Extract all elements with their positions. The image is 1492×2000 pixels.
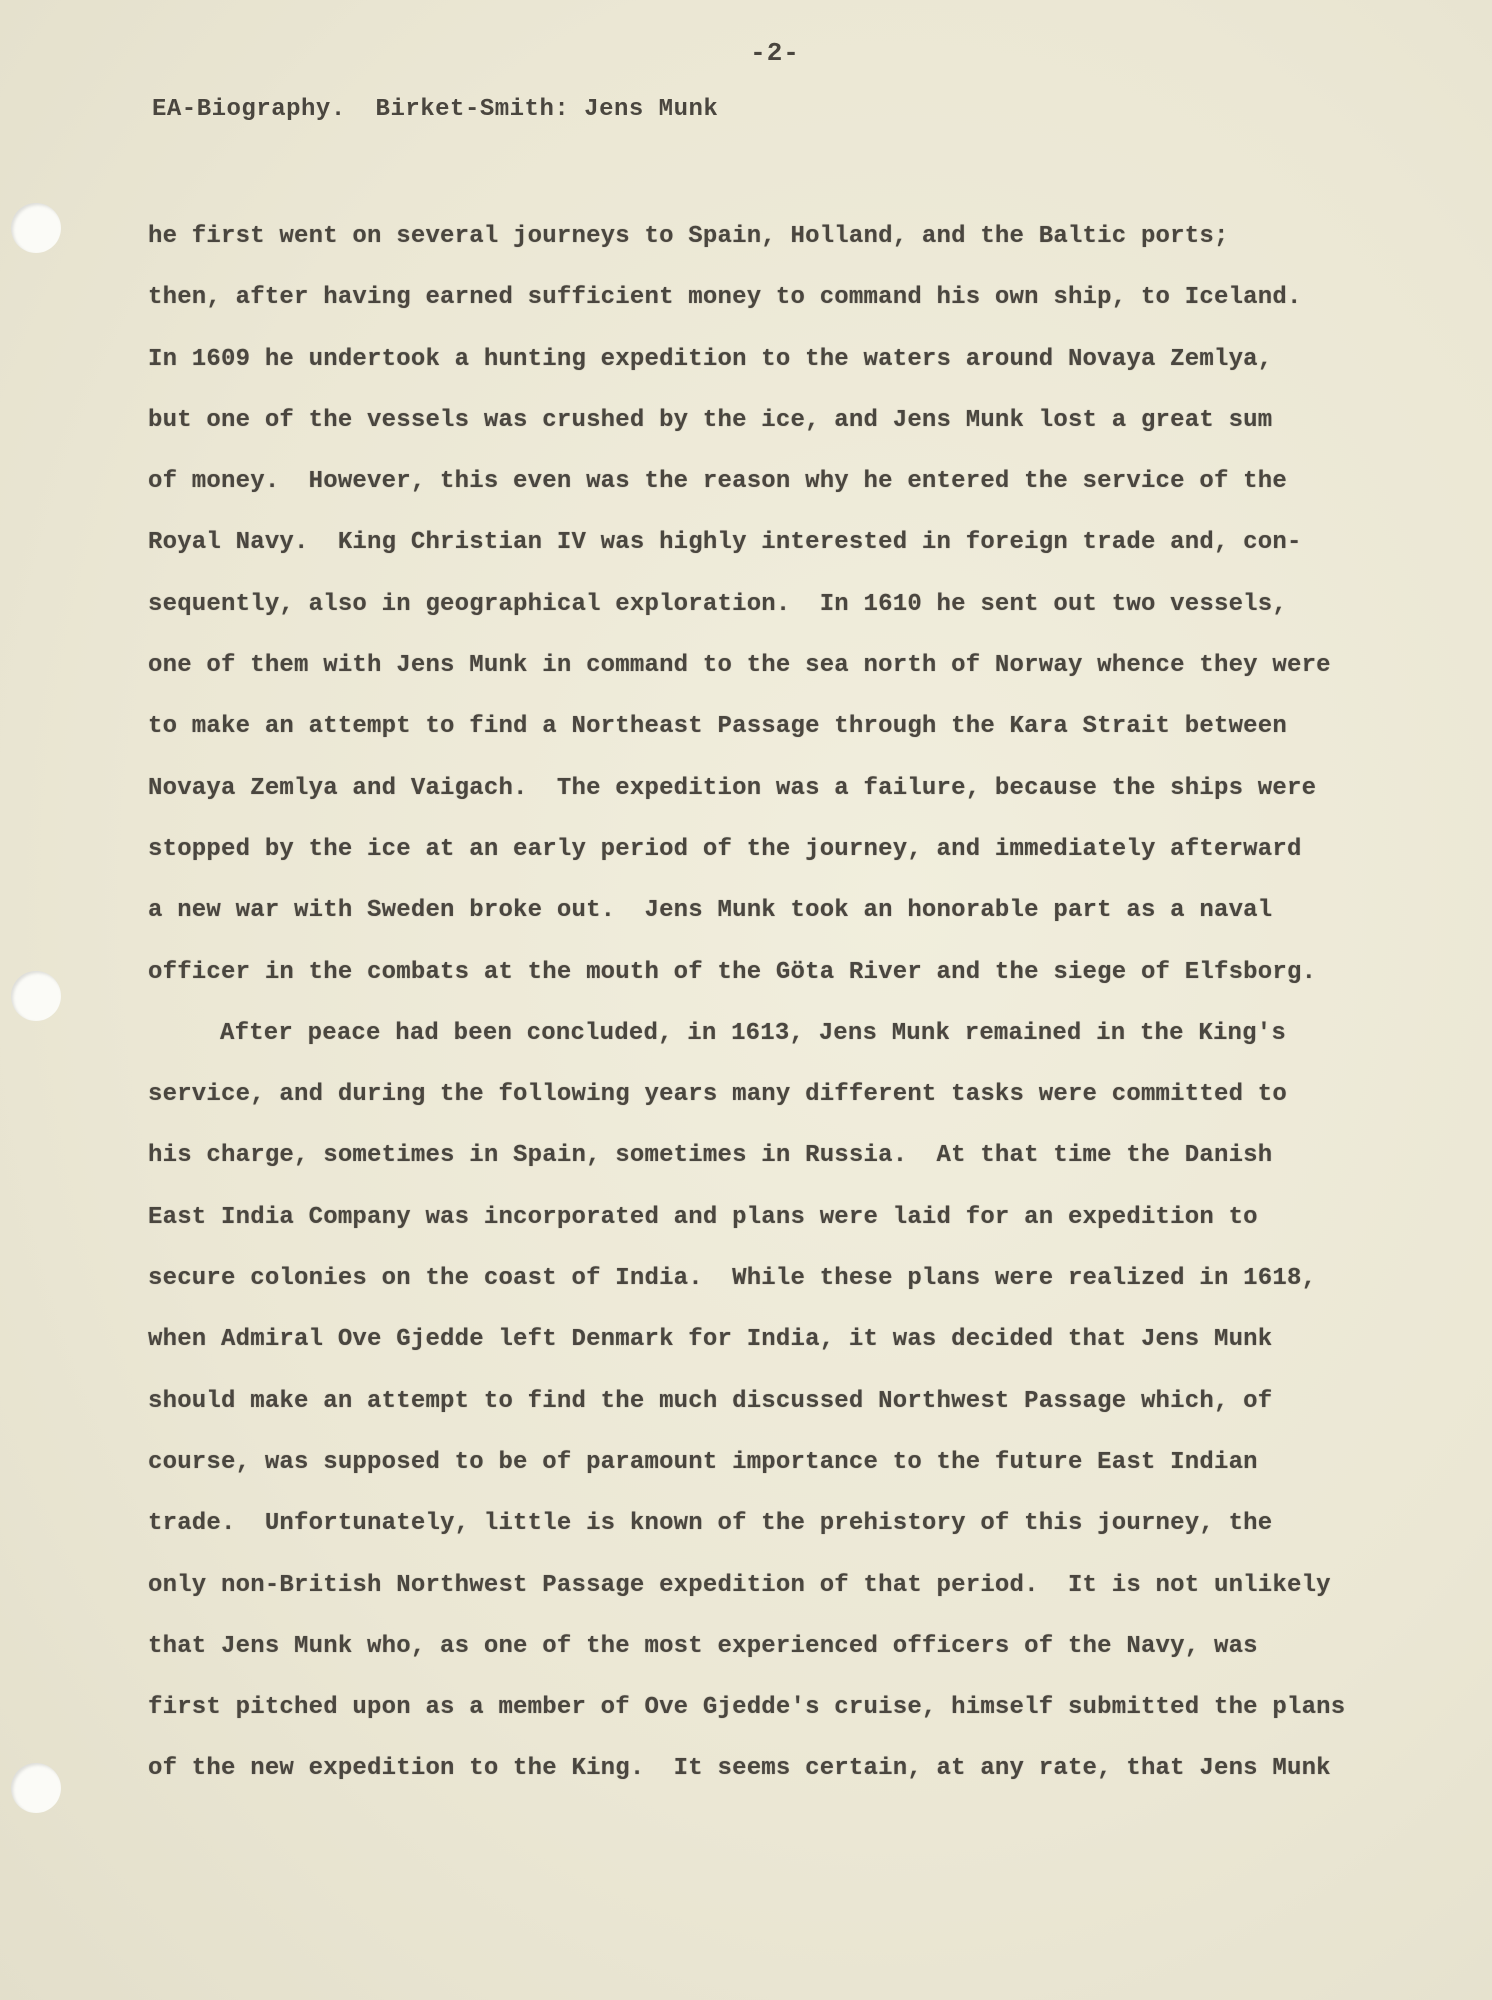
text-line: should make an attempt to find the much discussed Northwest Passage which, of (148, 1387, 1273, 1415)
text-line: service, and during the following years many different tasks were committed to (148, 1081, 1287, 1109)
paragraph-first-line: After peace had been concluded, in 1613, Jens Munk remained in the King's (220, 1019, 1286, 1047)
text-line: sequently, also in geographical exploration. In 1610 he sent out two vessels, (148, 590, 1287, 618)
text-line: Novaya Zemlya and Vaigach. The expedition was a failure, because the ships were (148, 774, 1317, 802)
running-header: EA-Biography. Birket-Smith: Jens Munk (152, 96, 719, 123)
text-line: one of them with Jens Munk in command to the sea north of Norway whence they were (148, 652, 1331, 680)
text-line: secure colonies on the coast of India. While these plans were realized in 1618, (148, 1265, 1317, 1293)
text-line: then, after having earned sufficient money to command his own ship, to Iceland. (148, 284, 1302, 312)
text-line: first pitched upon as a member of Ove Gjedde's cruise, himself submitted the plans (148, 1694, 1346, 1722)
punch-hole-bottom (11, 1763, 61, 1813)
punch-hole-middle (11, 971, 61, 1021)
body-text (148, 217, 1388, 1811)
text-line: of the new expedition to the King. It seems certain, at any rate, that Jens Munk (148, 1755, 1331, 1783)
text-line: stopped by the ice at an early period of the journey, and immediately afterward (148, 835, 1302, 863)
text-line: a new war with Sweden broke out. Jens Munk took an honorable part as a naval (148, 897, 1273, 925)
text-line: In 1609 he undertook a hunting expedition to the waters around Novaya Zemlya, (148, 345, 1273, 373)
text-line: trade. Unfortunately, little is known of the prehistory of this journey, the (148, 1510, 1273, 1538)
text-line: Royal Navy. King Christian IV was highly interested in foreign trade and, con- (148, 529, 1302, 557)
text-line: when Admiral Ove Gjedde left Denmark for India, it was decided that Jens Munk (148, 1326, 1273, 1354)
text-line: but one of the vessels was crushed by the ice, and Jens Munk lost a great sum (148, 406, 1273, 434)
text-line: only non-British Northwest Passage expedition of that period. It is not unlikely (148, 1571, 1331, 1599)
punch-hole-top (11, 203, 61, 253)
text-line: East India Company was incorporated and plans were laid for an expedition to (148, 1203, 1258, 1231)
text-line: to make an attempt to find a Northeast Passage through the Kara Strait between (148, 713, 1287, 741)
text-line: his charge, sometimes in Spain, sometimes in Russia. At that time the Danish (148, 1142, 1273, 1170)
page-number: -2- (750, 38, 800, 68)
text-line: course, was supposed to be of paramount importance to the future East Indian (148, 1448, 1258, 1476)
text-line: that Jens Munk who, as one of the most experienced officers of the Navy, was (148, 1632, 1258, 1660)
text-line: officer in the combats at the mouth of the Göta River and the siege of Elfsborg. (148, 958, 1317, 986)
text-line: he first went on several journeys to Spain, Holland, and the Baltic ports; (148, 223, 1229, 250)
text-line: of money. However, this even was the reason why he entered the service of the (148, 468, 1287, 496)
